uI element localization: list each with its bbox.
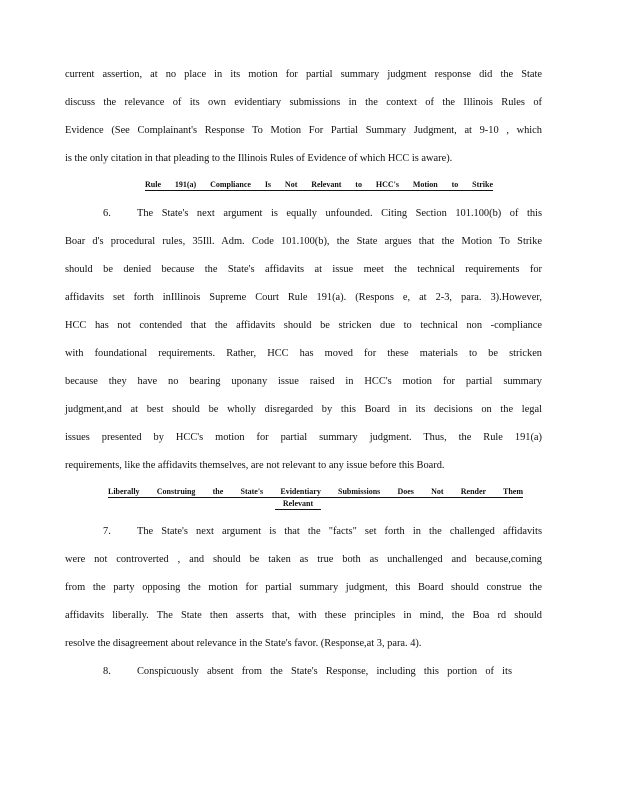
- text-line: resolve the disagreement about relevance in the State's favor. (Response,at 3, para. 4).: [65, 638, 422, 649]
- text-line-content: The State's next argument is equally unfounded. Citing Section 101.100(b) of this: [137, 208, 542, 219]
- text-line-content: Conspicuously absent from the State's Response, including this portion of its: [137, 666, 512, 677]
- paragraph-number: 7.: [103, 526, 111, 537]
- text-line: were not controverted , and should be taken as true both as unchallenged and because,coming: [65, 554, 542, 565]
- text-line: [65, 207, 542, 220]
- text-line: from the party opposing the motion for partial summary judgment, this Board should construe the: [65, 582, 542, 593]
- text-line: [65, 525, 542, 538]
- text-line: affidavits liberally. The State then asserts that, with these principles in mind, the Boa rd should: [65, 610, 542, 621]
- text-line: [65, 665, 515, 678]
- text-line: because they have no bearing uponany issue raised in HCC's motion for partial summary: [65, 376, 542, 387]
- section-heading-continued: Relevant: [275, 499, 321, 510]
- section-heading: Rule 191(a) Compliance Is Not Relevant to HCC's Motion to Strike: [145, 180, 493, 189]
- text-line: issues presented by HCC's motion for partial summary judgment. Thus, the Rule 191(a): [65, 432, 542, 443]
- text-line: judgment,and at best should be wholly disregarded by this Board in its decisions on the legal: [65, 404, 542, 415]
- text-line-content: The State's next argument is that the "facts" set forth in the challenged affidavits: [137, 526, 542, 537]
- section-heading: Liberally Construing the State's Evidentiary Submissions Does Not Render Them: [108, 487, 523, 496]
- text-line: current assertion, at no place in its motion for partial summary judgment response did the State: [65, 69, 542, 80]
- paragraph-number: 6.: [103, 208, 111, 219]
- text-line: affidavits set forth inIllinois Supreme Court Rule 191(a). (Respons e, at 2-3, para. 3).However,: [65, 292, 542, 303]
- text-line: HCC has not contended that the affidavits should be stricken due to technical non -compliance: [65, 320, 542, 331]
- text-line: should be denied because the State's affidavits at issue meet the technical requirements for: [65, 264, 542, 275]
- text-line: Boar d's procedural rules, 35Ill. Adm. Code 101.100(b), the State argues that the Motion To Strike: [65, 236, 542, 247]
- text-line: Evidence (See Complainant's Response To Motion For Partial Summary Judgment, at 9-10 , which: [65, 125, 542, 136]
- text-line: requirements, like the affidavits themselves, are not relevant to any issue before this Board.: [65, 460, 445, 471]
- text-line: discuss the relevance of its own evidentiary submissions in the context of the Illinois Rules of: [65, 97, 542, 108]
- paragraph-number: 8.: [103, 666, 111, 677]
- text-line: is the only citation in that pleading to the Illinois Rules of Evidence of which HCC is aware).: [65, 153, 453, 164]
- text-line: with foundational requirements. Rather, HCC has moved for these materials to be stricken: [65, 348, 542, 359]
